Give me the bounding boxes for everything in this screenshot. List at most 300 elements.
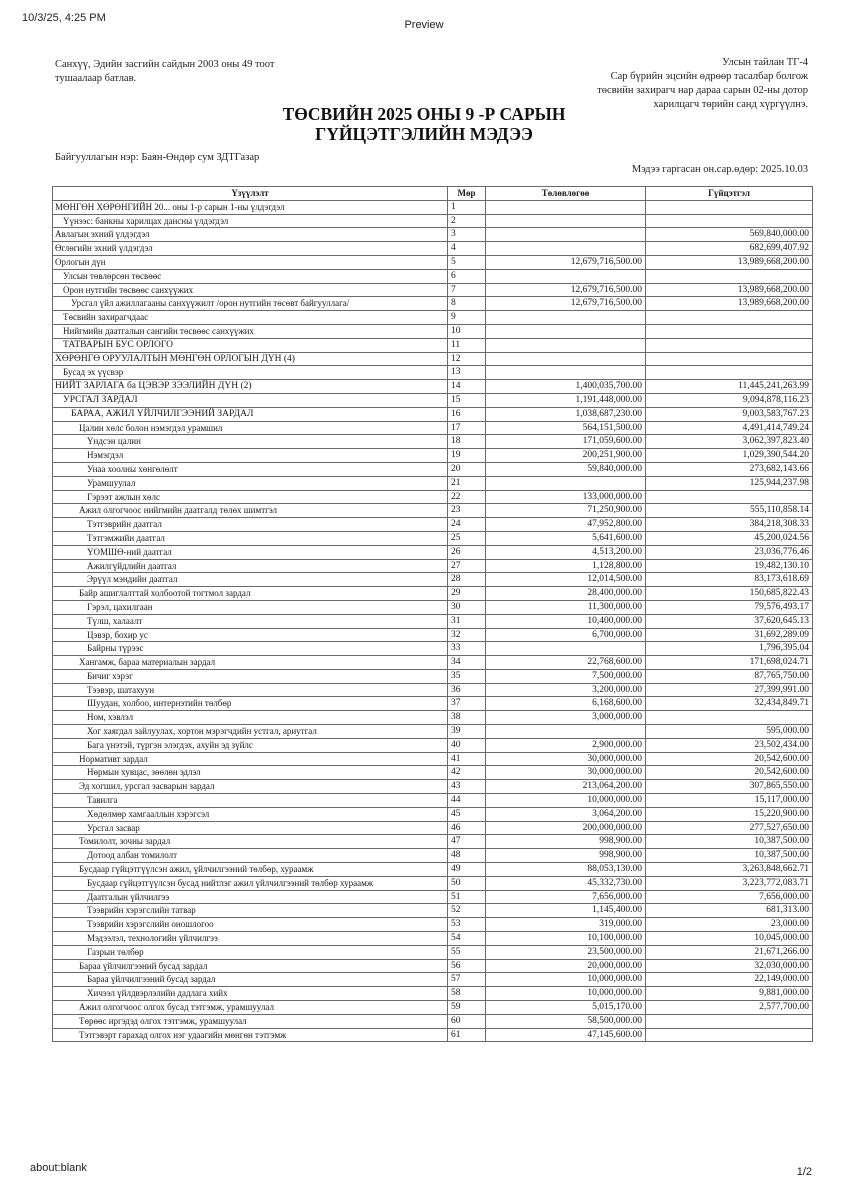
- cell-actual: 32,030,000.00: [646, 959, 813, 973]
- cell-actual: 2,577,700.00: [646, 1001, 813, 1015]
- cell-actual: 10,387,500.00: [646, 849, 813, 863]
- header-actual: Гүйцэтгэл: [646, 187, 813, 201]
- cell-plan: 10,000,000.00: [486, 794, 646, 808]
- cell-actual: 13,989,668,200.00: [646, 255, 813, 269]
- cell-row-number: 59: [448, 1001, 486, 1015]
- cell-row-number: 13: [448, 366, 486, 380]
- cell-actual: 21,671,266.00: [646, 945, 813, 959]
- table-row: [53, 821, 813, 835]
- cell-plan: 71,250,900.00: [486, 504, 646, 518]
- cell-actual: 595,000.00: [646, 725, 813, 739]
- cell-indicator: Унаа хоолны хөнгөлөлт: [53, 462, 448, 476]
- cell-row-number: 56: [448, 959, 486, 973]
- cell-plan: [486, 228, 646, 242]
- cell-indicator: Нормативт зардал: [53, 752, 448, 766]
- table-row: [53, 794, 813, 808]
- cell-row-number: 20: [448, 462, 486, 476]
- cell-actual: 273,682,143.66: [646, 462, 813, 476]
- cell-actual: 45,200,024.56: [646, 531, 813, 545]
- cell-plan: 23,500,000.00: [486, 945, 646, 959]
- table-row: [53, 490, 813, 504]
- cell-plan: 1,191,448,000.00: [486, 393, 646, 407]
- cell-plan: [486, 366, 646, 380]
- cell-actual: 13,989,668,200.00: [646, 283, 813, 297]
- table-row: [53, 835, 813, 849]
- table-row: [53, 904, 813, 918]
- table-row: [53, 697, 813, 711]
- cell-actual: 682,699,407.92: [646, 242, 813, 256]
- cell-plan: 2,900,000.00: [486, 738, 646, 752]
- cell-actual: 87,765,750.00: [646, 669, 813, 683]
- cell-row-number: 28: [448, 573, 486, 587]
- cell-indicator: Нийгмийн даатгалын сангийн төсвөөс санхүүжих: [53, 324, 448, 338]
- cell-row-number: 58: [448, 987, 486, 1001]
- cell-actual: 23,000.00: [646, 918, 813, 932]
- table-row: [53, 462, 813, 476]
- cell-row-number: 6: [448, 269, 486, 283]
- cell-indicator: Томилолт, зочны зардал: [53, 835, 448, 849]
- cell-indicator: Гэрэл, цахилгаан: [53, 600, 448, 614]
- cell-indicator: Ажил олгогчоос олгох бусад тэтгэмж, урамшуулал: [53, 1001, 448, 1015]
- table-row: [53, 1028, 813, 1042]
- cell-row-number: 42: [448, 766, 486, 780]
- table-row: [53, 559, 813, 573]
- table-row: [53, 200, 813, 214]
- cell-indicator: Эд хогшил, урсгал засварын зардал: [53, 780, 448, 794]
- cell-plan: 200,251,900.00: [486, 449, 646, 463]
- table-row: [53, 807, 813, 821]
- cell-plan: 998,900.00: [486, 849, 646, 863]
- cell-plan: 3,000,000.00: [486, 711, 646, 725]
- cell-row-number: 10: [448, 324, 486, 338]
- cell-plan: 45,332,730.00: [486, 876, 646, 890]
- cell-plan: 5,015,170.00: [486, 1001, 646, 1015]
- cell-indicator: УРСГАЛ ЗАРДАЛ: [53, 393, 448, 407]
- table-row: [53, 656, 813, 670]
- cell-plan: 213,064,200.00: [486, 780, 646, 794]
- cell-row-number: 17: [448, 421, 486, 435]
- cell-actual: 171,698,024.71: [646, 656, 813, 670]
- table-row: [53, 407, 813, 421]
- cell-plan: 171,059,600.00: [486, 435, 646, 449]
- table-row: [53, 380, 813, 394]
- table-row: [53, 1014, 813, 1028]
- cell-plan: 7,656,000.00: [486, 890, 646, 904]
- cell-row-number: 21: [448, 476, 486, 490]
- table-row: [53, 283, 813, 297]
- cell-actual: 15,117,000.00: [646, 794, 813, 808]
- cell-plan: [486, 324, 646, 338]
- cell-actual: [646, 1028, 813, 1042]
- cell-actual: 384,218,308.33: [646, 518, 813, 532]
- cell-indicator: Нэмэгдэл: [53, 449, 448, 463]
- cell-row-number: 45: [448, 807, 486, 821]
- cell-indicator: ҮОМШӨ-ний даатгал: [53, 545, 448, 559]
- cell-row-number: 60: [448, 1014, 486, 1028]
- cell-actual: 1,029,390,544.20: [646, 449, 813, 463]
- cell-row-number: 46: [448, 821, 486, 835]
- table-row: [53, 959, 813, 973]
- cell-actual: 20,542,600.00: [646, 752, 813, 766]
- cell-indicator: Үүнээс: банкны харилцах дансны үлдэгдэл: [53, 214, 448, 228]
- report-note-line: Улсын тайлан ТГ-4: [722, 57, 808, 68]
- cell-row-number: 35: [448, 669, 486, 683]
- cell-actual: 125,944,237.98: [646, 476, 813, 490]
- cell-actual: [646, 490, 813, 504]
- cell-plan: 59,840,000.00: [486, 462, 646, 476]
- table-row: [53, 725, 813, 739]
- table-row: [53, 338, 813, 352]
- cell-plan: 133,000,000.00: [486, 490, 646, 504]
- cell-plan: [486, 269, 646, 283]
- cell-indicator: Газрын төлбөр: [53, 945, 448, 959]
- cell-row-number: 18: [448, 435, 486, 449]
- table-row: [53, 476, 813, 490]
- cell-indicator: Эрүүл мэндийн даатгал: [53, 573, 448, 587]
- cell-row-number: 44: [448, 794, 486, 808]
- cell-row-number: 51: [448, 890, 486, 904]
- cell-actual: 22,149,000.00: [646, 973, 813, 987]
- print-url: about:blank: [30, 1162, 87, 1174]
- cell-indicator: Хог хаягдал зайлуулах, хортон мэрэгчдийн устгал, ариутгал: [53, 725, 448, 739]
- cell-actual: [646, 200, 813, 214]
- table-row: [53, 669, 813, 683]
- print-timestamp: 10/3/25, 4:25 PM: [22, 12, 106, 24]
- cell-actual: 13,989,668,200.00: [646, 297, 813, 311]
- cell-actual: [646, 338, 813, 352]
- report-note-line: төсвийн захирагч нар дараа сарын 02-ны дотор: [597, 85, 808, 96]
- cell-plan: 88,053,130.00: [486, 863, 646, 877]
- cell-indicator: Байрны түрээс: [53, 642, 448, 656]
- approval-note: [55, 58, 274, 86]
- cell-actual: [646, 324, 813, 338]
- cell-indicator: Төрөөс иргэдэд олгох тэтгэмж, урамшуулал: [53, 1014, 448, 1028]
- cell-plan: 20,000,000.00: [486, 959, 646, 973]
- cell-row-number: 1: [448, 200, 486, 214]
- cell-indicator: ТАТВАРЫН БУС ОРЛОГО: [53, 338, 448, 352]
- cell-actual: 27,399,991.00: [646, 683, 813, 697]
- table-row: [53, 766, 813, 780]
- cell-indicator: Гэрээт ажлын хөлс: [53, 490, 448, 504]
- cell-row-number: 34: [448, 656, 486, 670]
- cell-plan: [486, 338, 646, 352]
- cell-actual: 3,263,848,662.71: [646, 863, 813, 877]
- cell-actual: 9,003,583,767.23: [646, 407, 813, 421]
- cell-actual: 7,656,000.00: [646, 890, 813, 904]
- cell-indicator: Үндсэн цалин: [53, 435, 448, 449]
- cell-actual: [646, 214, 813, 228]
- approval-line: тушаалаар батлав.: [55, 73, 137, 84]
- table-row: [53, 738, 813, 752]
- cell-plan: [486, 642, 646, 656]
- approval-line: Санхүү, Эдийн засгийн сайдын 2003 оны 49 тоот: [55, 59, 275, 70]
- cell-indicator: Бага үнэтэй, түргэн элэгдэх, ахуйн эд зүйлс: [53, 738, 448, 752]
- report-note-line: Сар бүрийн эцсийн өдрөөр тасалбар болгож: [610, 71, 808, 82]
- cell-indicator: Цэвэр, бохир ус: [53, 628, 448, 642]
- cell-row-number: 27: [448, 559, 486, 573]
- table-row: [53, 324, 813, 338]
- table-row: [53, 366, 813, 380]
- cell-indicator: Тээврийн хэрэгслийн оношлогоо: [53, 918, 448, 932]
- cell-plan: 22,768,600.00: [486, 656, 646, 670]
- cell-plan: [486, 242, 646, 256]
- cell-indicator: Орлогын дүн: [53, 255, 448, 269]
- title-line: ТӨСВИЙН 2025 ОНЫ 9 -Р САРЫН: [282, 104, 566, 124]
- table-row: [53, 297, 813, 311]
- cell-row-number: 25: [448, 531, 486, 545]
- cell-row-number: 43: [448, 780, 486, 794]
- table-row: [53, 421, 813, 435]
- cell-row-number: 52: [448, 904, 486, 918]
- cell-indicator: Байр ашиглалттай холбоотой тогтмол зардал: [53, 587, 448, 601]
- cell-actual: 79,576,493.17: [646, 600, 813, 614]
- cell-plan: 12,679,716,500.00: [486, 255, 646, 269]
- cell-plan: 12,679,716,500.00: [486, 297, 646, 311]
- cell-row-number: 26: [448, 545, 486, 559]
- title-line: ГҮЙЦЭТГЭЛИЙН МЭДЭЭ: [315, 124, 533, 144]
- table-row: [53, 269, 813, 283]
- cell-indicator: Өглөгийн эхний үлдэгдэл: [53, 242, 448, 256]
- table-row: [53, 1001, 813, 1015]
- cell-row-number: 31: [448, 614, 486, 628]
- cell-actual: [646, 269, 813, 283]
- print-app-title: Preview: [404, 19, 444, 31]
- table-row: [53, 518, 813, 532]
- cell-actual: 10,045,000.00: [646, 932, 813, 946]
- table-row: [53, 752, 813, 766]
- table-row: [53, 987, 813, 1001]
- header-row-number: Мөр: [448, 187, 486, 201]
- cell-actual: 681,313.00: [646, 904, 813, 918]
- cell-plan: 200,000,000.00: [486, 821, 646, 835]
- cell-row-number: 55: [448, 945, 486, 959]
- cell-plan: 10,400,000.00: [486, 614, 646, 628]
- table-row: [53, 863, 813, 877]
- cell-plan: 10,100,000.00: [486, 932, 646, 946]
- budget-execution-table: [52, 186, 813, 1042]
- cell-plan: [486, 200, 646, 214]
- cell-row-number: 5: [448, 255, 486, 269]
- table-row: [53, 255, 813, 269]
- cell-row-number: 53: [448, 918, 486, 932]
- cell-plan: 10,000,000.00: [486, 973, 646, 987]
- cell-row-number: 14: [448, 380, 486, 394]
- cell-indicator: Тэтгэврийн даатгал: [53, 518, 448, 532]
- cell-plan: 1,038,687,230.00: [486, 407, 646, 421]
- cell-plan: 7,500,000.00: [486, 669, 646, 683]
- cell-plan: 58,500,000.00: [486, 1014, 646, 1028]
- cell-indicator: Тээвэр, шатахуун: [53, 683, 448, 697]
- cell-actual: 23,036,776.46: [646, 545, 813, 559]
- organization-name: Байгууллагын нэр: Баян-Өндөр сум ЗДТГазар: [55, 152, 260, 163]
- cell-row-number: 33: [448, 642, 486, 656]
- cell-indicator: Ажил олгогчоос нийгмийн даатгалд төлөх шимтгэл: [53, 504, 448, 518]
- table-row: [53, 711, 813, 725]
- cell-actual: 19,482,130.10: [646, 559, 813, 573]
- cell-row-number: 16: [448, 407, 486, 421]
- table-row: [53, 876, 813, 890]
- cell-actual: 32,434,849.71: [646, 697, 813, 711]
- cell-row-number: 36: [448, 683, 486, 697]
- cell-plan: [486, 476, 646, 490]
- cell-indicator: Бусдаар гүйцэтгүүлсэн ажил, үйлчилгээний төлбөр, хураамж: [53, 863, 448, 877]
- cell-actual: 10,387,500.00: [646, 835, 813, 849]
- cell-actual: 11,445,241,263.99: [646, 380, 813, 394]
- cell-indicator: Хичээл үйлдвэрлэлийн дадлага хийх: [53, 987, 448, 1001]
- cell-indicator: Бусдаар гүйцэтгүүлсэн бусад нийтлэг ажил үйлчилгээний төлбөр хураамж: [53, 876, 448, 890]
- cell-plan: 47,145,600.00: [486, 1028, 646, 1042]
- cell-plan: 28,400,000.00: [486, 587, 646, 601]
- cell-indicator: Бусад эх үүсвэр: [53, 366, 448, 380]
- table-row: [53, 242, 813, 256]
- cell-row-number: 4: [448, 242, 486, 256]
- cell-indicator: Тавилга: [53, 794, 448, 808]
- cell-indicator: ХӨРӨНГӨ ОРУУЛАЛТЫН МӨНГӨН ОРЛОГЫН ДҮН (4): [53, 352, 448, 366]
- table-row: [53, 393, 813, 407]
- cell-plan: 30,000,000.00: [486, 752, 646, 766]
- cell-row-number: 48: [448, 849, 486, 863]
- cell-plan: 1,400,035,700.00: [486, 380, 646, 394]
- cell-row-number: 54: [448, 932, 486, 946]
- cell-plan: 1,145,400.00: [486, 904, 646, 918]
- cell-actual: 307,865,550.00: [646, 780, 813, 794]
- cell-plan: 12,679,716,500.00: [486, 283, 646, 297]
- cell-plan: 1,128,800.00: [486, 559, 646, 573]
- cell-indicator: Урсгал засвар: [53, 821, 448, 835]
- cell-row-number: 50: [448, 876, 486, 890]
- cell-indicator: Даатгалын үйлчилгээ: [53, 890, 448, 904]
- cell-actual: [646, 711, 813, 725]
- table-row: [53, 932, 813, 946]
- table-row: [53, 573, 813, 587]
- table-row: [53, 587, 813, 601]
- table-row: [53, 228, 813, 242]
- cell-indicator: Бараа үйлчилгээний бусад зардал: [53, 959, 448, 973]
- table-row: [53, 352, 813, 366]
- table-row: [53, 890, 813, 904]
- cell-row-number: 47: [448, 835, 486, 849]
- cell-plan: 12,014,500.00: [486, 573, 646, 587]
- cell-actual: 1,796,395.04: [646, 642, 813, 656]
- cell-row-number: 39: [448, 725, 486, 739]
- cell-row-number: 11: [448, 338, 486, 352]
- cell-actual: 3,223,772,083.71: [646, 876, 813, 890]
- cell-indicator: Урамшуулал: [53, 476, 448, 490]
- cell-plan: [486, 352, 646, 366]
- cell-indicator: Ном, хэвлэл: [53, 711, 448, 725]
- cell-actual: 9,094,878,116.23: [646, 393, 813, 407]
- cell-actual: 31,692,289.09: [646, 628, 813, 642]
- cell-row-number: 19: [448, 449, 486, 463]
- table-row: [53, 311, 813, 325]
- cell-actual: 37,620,645.13: [646, 614, 813, 628]
- cell-row-number: 38: [448, 711, 486, 725]
- cell-row-number: 15: [448, 393, 486, 407]
- header-plan: Төлөвлөгөө: [486, 187, 646, 201]
- cell-row-number: 9: [448, 311, 486, 325]
- cell-actual: 569,840,000.00: [646, 228, 813, 242]
- cell-indicator: Хөдөлмөр хамгааллын хэрэгсэл: [53, 807, 448, 821]
- cell-row-number: 24: [448, 518, 486, 532]
- cell-indicator: Бараа үйлчилгээний бусад зардал: [53, 973, 448, 987]
- cell-row-number: 49: [448, 863, 486, 877]
- cell-plan: 10,000,000.00: [486, 987, 646, 1001]
- table-row: [53, 780, 813, 794]
- cell-actual: [646, 311, 813, 325]
- cell-plan: 6,168,600.00: [486, 697, 646, 711]
- cell-indicator: Төсвийн захирагчдаас: [53, 311, 448, 325]
- cell-actual: 23,502,434.00: [646, 738, 813, 752]
- cell-indicator: Тээврийн хэрэгслийн татвар: [53, 904, 448, 918]
- cell-plan: [486, 214, 646, 228]
- cell-plan: 998,900.00: [486, 835, 646, 849]
- cell-row-number: 61: [448, 1028, 486, 1042]
- cell-indicator: МӨНГӨН ХӨРӨНГИЙН 20... оны 1-р сарын 1-ны үлдэгдэл: [53, 200, 448, 214]
- table-row: [53, 973, 813, 987]
- issued-date: Мэдээ гаргасан он.сар.өдөр: 2025.10.03: [631, 164, 808, 175]
- table-row: [53, 683, 813, 697]
- cell-row-number: 2: [448, 214, 486, 228]
- document-title: [0, 104, 848, 144]
- cell-row-number: 3: [448, 228, 486, 242]
- cell-actual: 277,527,650.00: [646, 821, 813, 835]
- cell-actual: [646, 366, 813, 380]
- cell-plan: 47,952,800.00: [486, 518, 646, 532]
- cell-indicator: Цалин хөлс болон нэмэгдэл урамшил: [53, 421, 448, 435]
- cell-actual: 4,491,414,749.24: [646, 421, 813, 435]
- cell-indicator: НИЙТ ЗАРЛАГА ба ЦЭВЭР ЗЭЭЛИЙН ДҮН (2): [53, 380, 448, 394]
- table-row: [53, 614, 813, 628]
- cell-row-number: 12: [448, 352, 486, 366]
- table-row: [53, 435, 813, 449]
- table-row: [53, 545, 813, 559]
- report-note-line: харилцагч төрийн санд хүргүүлнэ.: [653, 99, 808, 110]
- cell-actual: 20,542,600.00: [646, 766, 813, 780]
- table-row: [53, 918, 813, 932]
- cell-row-number: 8: [448, 297, 486, 311]
- cell-plan: [486, 725, 646, 739]
- cell-indicator: Урсгал үйл ажиллагааны санхүүжилт /орон нутгийн төсөвт байгууллага/: [53, 297, 448, 311]
- cell-indicator: Орон нутгийн төсвөөс санхүүжих: [53, 283, 448, 297]
- cell-plan: 3,064,200.00: [486, 807, 646, 821]
- cell-indicator: Мэдээлэл, технологийн үйлчилгээ: [53, 932, 448, 946]
- cell-plan: 5,641,600.00: [486, 531, 646, 545]
- table-body: [53, 200, 813, 1042]
- table-row: [53, 504, 813, 518]
- table-row: [53, 600, 813, 614]
- cell-actual: [646, 1014, 813, 1028]
- cell-indicator: Дотоод албан томилолт: [53, 849, 448, 863]
- cell-actual: 555,110,858.14: [646, 504, 813, 518]
- table-row: [53, 214, 813, 228]
- cell-indicator: Нөрмын хувцас, зөөлөн эдлэл: [53, 766, 448, 780]
- cell-indicator: Хангамж, бараа материалын зардал: [53, 656, 448, 670]
- cell-plan: 564,151,500.00: [486, 421, 646, 435]
- cell-plan: 11,300,000.00: [486, 600, 646, 614]
- cell-row-number: 41: [448, 752, 486, 766]
- cell-actual: 150,685,822.43: [646, 587, 813, 601]
- table-header-row: [53, 187, 813, 201]
- cell-row-number: 7: [448, 283, 486, 297]
- cell-indicator: Улсын төвлөрсөн төсвөөс: [53, 269, 448, 283]
- cell-indicator: Бичиг хэрэг: [53, 669, 448, 683]
- cell-actual: 9,881,000.00: [646, 987, 813, 1001]
- table-row: [53, 628, 813, 642]
- cell-actual: 3,062,397,823.40: [646, 435, 813, 449]
- cell-indicator: Авлагын эхний үлдэгдэл: [53, 228, 448, 242]
- table-row: [53, 642, 813, 656]
- cell-plan: [486, 311, 646, 325]
